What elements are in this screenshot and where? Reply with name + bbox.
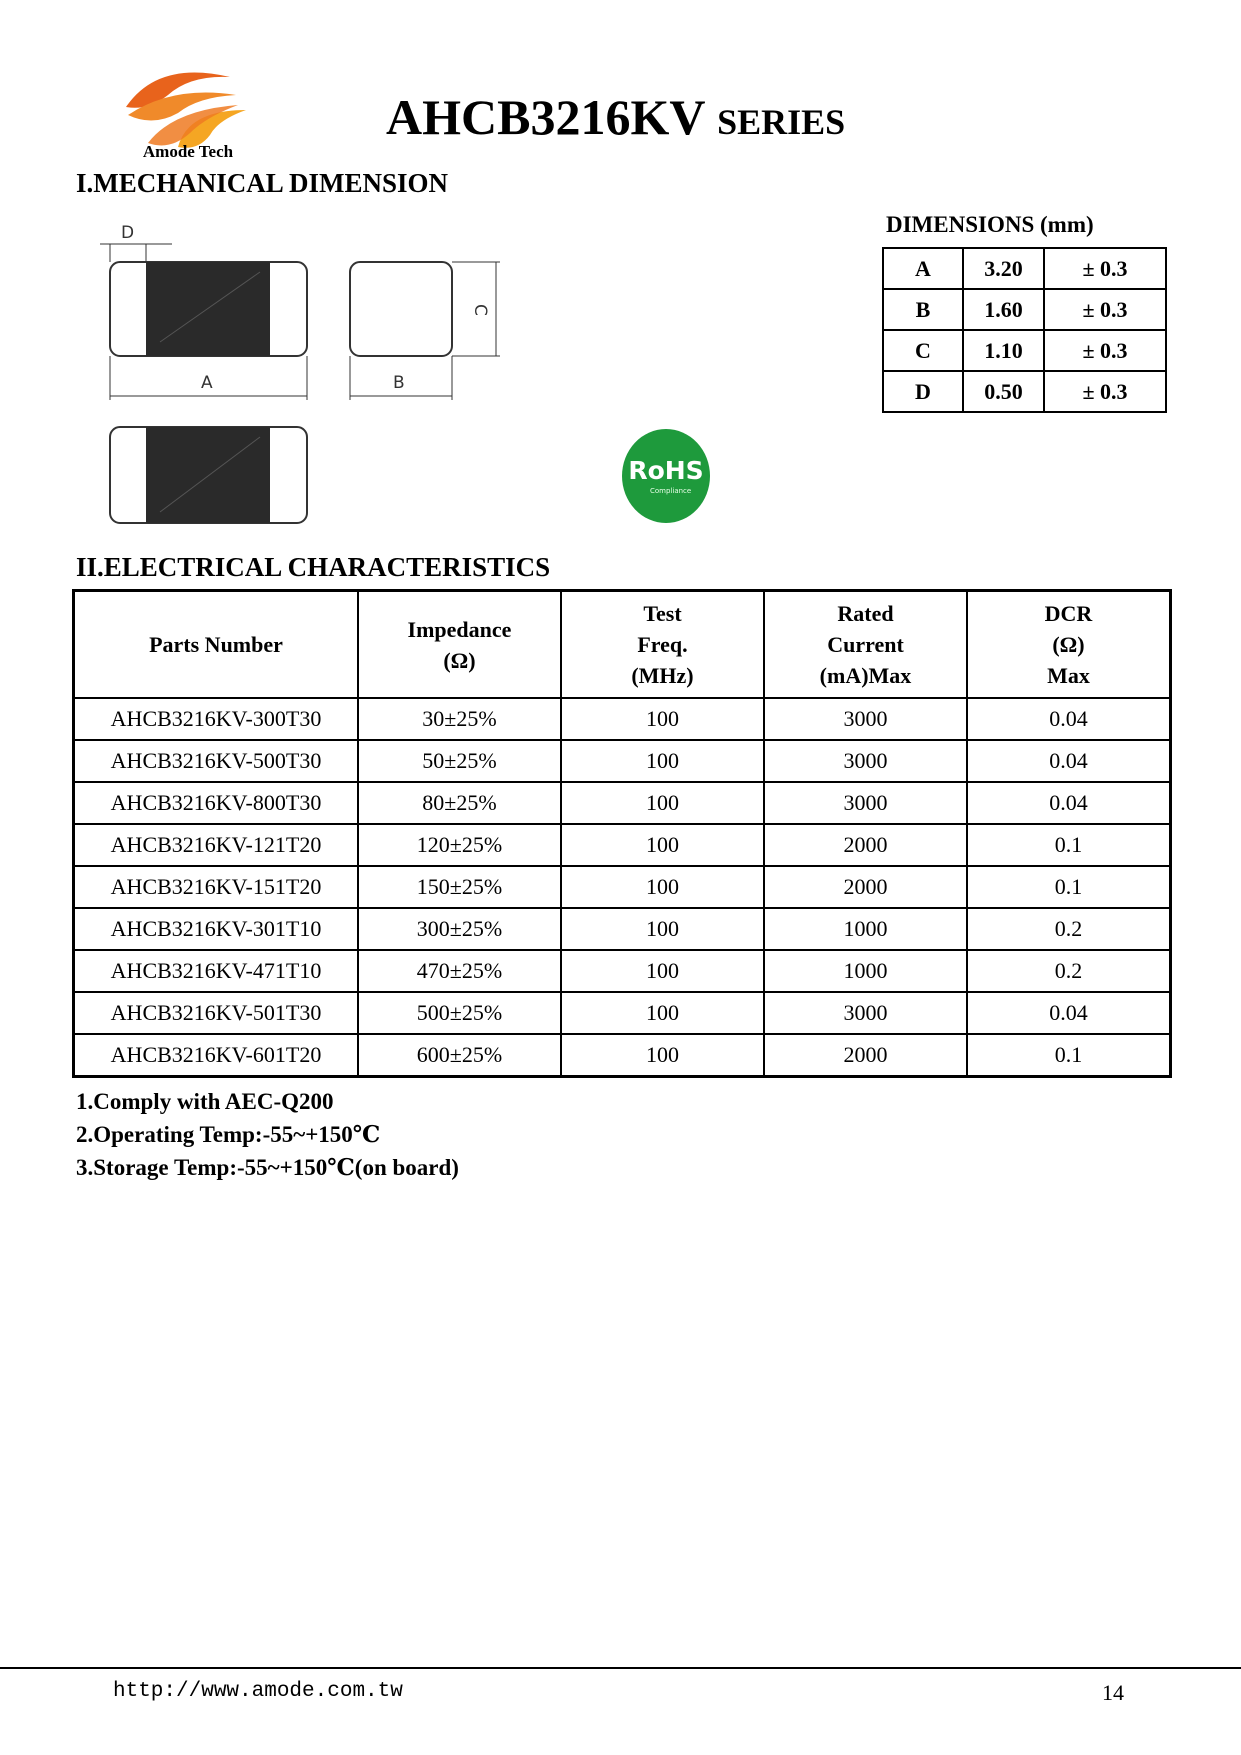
dim-tolerance: ± 0.3 — [1044, 289, 1166, 330]
header-part-number: Parts Number — [74, 591, 359, 699]
cell-test-freq: 100 — [561, 824, 764, 866]
cell-test-freq: 100 — [561, 782, 764, 824]
cell-dcr: 0.1 — [967, 824, 1171, 866]
label-b: B — [393, 373, 405, 393]
cell-part-number: AHCB3216KV-471T10 — [74, 950, 359, 992]
dim-value: 1.10 — [963, 330, 1044, 371]
note-item: 3.Storage Temp:-55~+150℃(on board) — [76, 1155, 459, 1180]
title-main: AHCB3216KV — [386, 89, 705, 145]
table-row — [74, 698, 1171, 740]
rohs-badge — [620, 427, 712, 525]
dim-name: A — [883, 248, 963, 289]
note-item: 1.Comply with AEC-Q200 — [76, 1089, 334, 1114]
header-dcr — [967, 591, 1171, 699]
dim-name: D — [883, 371, 963, 412]
cell-impedance: 150±25% — [358, 866, 561, 908]
cell-part-number: AHCB3216KV-121T20 — [74, 824, 359, 866]
cell-part-number: AHCB3216KV-800T30 — [74, 782, 359, 824]
header-dcr-line3: Max — [1047, 663, 1090, 688]
header-current-line2: Current — [827, 632, 904, 657]
cell-rated-current: 2000 — [764, 824, 967, 866]
mechanical-drawing — [100, 222, 510, 532]
dim-tolerance: ± 0.3 — [1044, 330, 1166, 371]
dim-value: 1.60 — [963, 289, 1044, 330]
label-a: A — [201, 373, 213, 393]
rohs-text: RoHS — [628, 456, 704, 485]
logo-text: Amode Tech — [142, 142, 234, 161]
cell-dcr: 0.04 — [967, 740, 1171, 782]
dim-name: B — [883, 289, 963, 330]
footer-divider — [0, 1667, 1241, 1669]
header-impedance-line1: Impedance — [407, 616, 512, 642]
header-freq-line2: Freq. — [637, 632, 688, 657]
mechanical-heading: I.MECHANICAL DIMENSION — [76, 168, 449, 198]
label-d: D — [121, 223, 135, 243]
table-row — [74, 782, 1171, 824]
cell-impedance: 80±25% — [358, 782, 561, 824]
table-row — [74, 866, 1171, 908]
header-current-line3: (mA)Max — [819, 663, 912, 688]
cell-test-freq: 100 — [561, 1034, 764, 1077]
header-impedance-line2: (Ω) — [443, 647, 476, 673]
cell-part-number: AHCB3216KV-500T30 — [74, 740, 359, 782]
dim-value: 0.50 — [963, 371, 1044, 412]
header-rated-current — [764, 591, 967, 699]
table-row — [74, 740, 1171, 782]
cell-impedance: 300±25% — [358, 908, 561, 950]
cell-rated-current: 1000 — [764, 950, 967, 992]
header-dcr-line1: DCR — [1044, 601, 1093, 626]
dim-tolerance: ± 0.3 — [1044, 371, 1166, 412]
cell-dcr: 0.2 — [967, 908, 1171, 950]
cell-impedance: 500±25% — [358, 992, 561, 1034]
table-row — [883, 289, 1166, 330]
header-test-freq — [561, 591, 764, 699]
cell-part-number: AHCB3216KV-601T20 — [74, 1034, 359, 1077]
table-row — [883, 330, 1166, 371]
cell-test-freq: 100 — [561, 740, 764, 782]
cell-part-number: AHCB3216KV-501T30 — [74, 992, 359, 1034]
rohs-subtext: Compliance — [650, 487, 692, 495]
dim-tolerance: ± 0.3 — [1044, 248, 1166, 289]
header-freq-line3: (MHz) — [631, 663, 694, 688]
cell-rated-current: 2000 — [764, 1034, 967, 1077]
cell-impedance: 600±25% — [358, 1034, 561, 1077]
table-row — [883, 371, 1166, 412]
cell-test-freq: 100 — [561, 950, 764, 992]
table-row — [883, 248, 1166, 289]
table-row — [74, 950, 1171, 992]
table-row — [74, 1034, 1171, 1077]
cell-test-freq: 100 — [561, 908, 764, 950]
notes — [76, 1085, 459, 1184]
cell-dcr: 0.04 — [967, 782, 1171, 824]
cell-test-freq: 100 — [561, 698, 764, 740]
header-impedance — [358, 591, 561, 699]
cell-dcr: 0.1 — [967, 866, 1171, 908]
cell-rated-current: 3000 — [764, 992, 967, 1034]
title-series: SERIES — [717, 102, 846, 142]
cell-rated-current: 3000 — [764, 698, 967, 740]
cell-rated-current: 1000 — [764, 908, 967, 950]
cell-rated-current: 3000 — [764, 740, 967, 782]
dimensions-caption: DIMENSIONS (mm) — [886, 212, 1094, 237]
page-number: 14 — [1102, 1680, 1124, 1705]
table-row — [74, 824, 1171, 866]
header-freq-line1: Test — [643, 601, 682, 626]
table-header-row — [74, 591, 1171, 699]
cell-impedance: 50±25% — [358, 740, 561, 782]
cell-dcr: 0.1 — [967, 1034, 1171, 1077]
dim-value: 3.20 — [963, 248, 1044, 289]
cell-test-freq: 100 — [561, 866, 764, 908]
cell-impedance: 30±25% — [358, 698, 561, 740]
note-item: 2.Operating Temp:-55~+150℃ — [76, 1122, 381, 1147]
table-row — [74, 908, 1171, 950]
table-row — [74, 992, 1171, 1034]
cell-rated-current: 2000 — [764, 866, 967, 908]
header-current-line1: Rated — [837, 601, 894, 626]
cell-part-number: AHCB3216KV-301T10 — [74, 908, 359, 950]
cell-impedance: 470±25% — [358, 950, 561, 992]
header-dcr-line2: (Ω) — [1052, 632, 1085, 657]
cell-impedance: 120±25% — [358, 824, 561, 866]
cell-dcr: 0.04 — [967, 698, 1171, 740]
dim-name: C — [883, 330, 963, 371]
cell-part-number: AHCB3216KV-300T30 — [74, 698, 359, 740]
cell-dcr: 0.04 — [967, 992, 1171, 1034]
electrical-table — [72, 589, 1172, 1078]
label-c: C — [470, 304, 490, 316]
dimensions-table — [882, 247, 1167, 413]
cell-test-freq: 100 — [561, 992, 764, 1034]
cell-rated-current: 3000 — [764, 782, 967, 824]
cell-dcr: 0.2 — [967, 950, 1171, 992]
electrical-heading: II.ELECTRICAL CHARACTERISTICS — [76, 552, 551, 582]
page-title — [386, 88, 845, 146]
cell-part-number: AHCB3216KV-151T20 — [74, 866, 359, 908]
footer-url[interactable]: http://www.amode.com.tw — [113, 1680, 403, 1703]
